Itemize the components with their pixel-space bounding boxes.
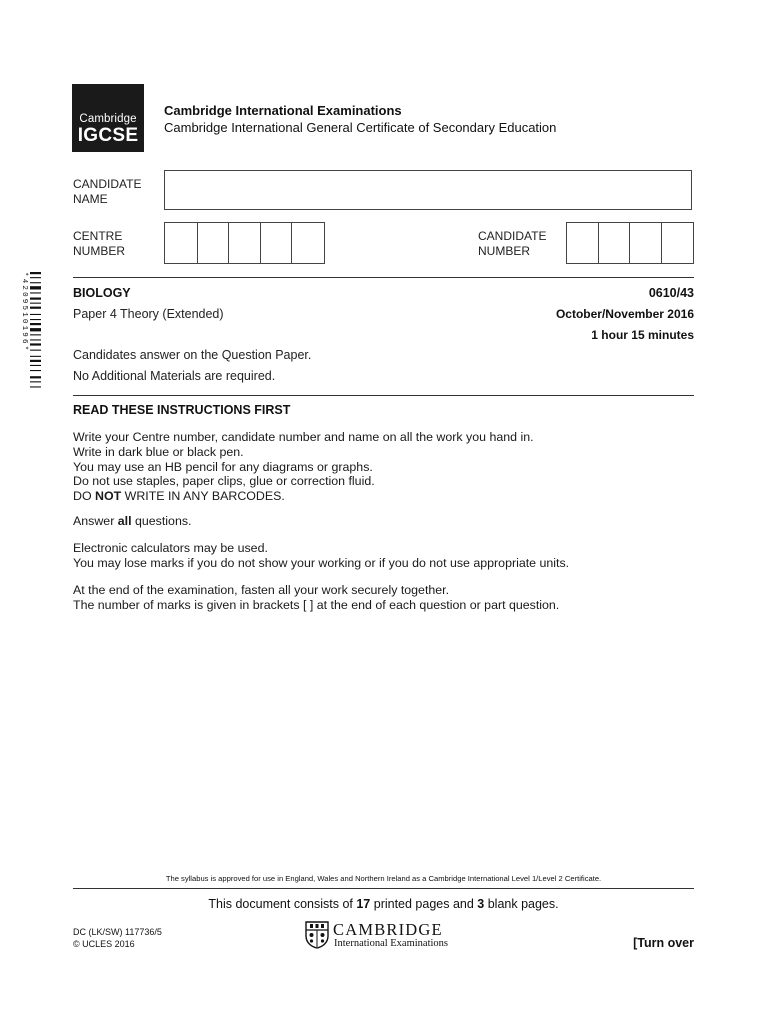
barcode-bar xyxy=(30,328,41,331)
barcode-bar xyxy=(30,360,41,362)
instruction-emphasis: NOT xyxy=(95,489,122,504)
candidate-name-label xyxy=(73,177,141,207)
exam-session: October/November 2016 xyxy=(555,307,694,321)
centre-number-label-line2: NUMBER xyxy=(73,244,126,258)
barcode-bar xyxy=(30,343,41,345)
page-count-text: printed pages and xyxy=(370,897,478,911)
barcode xyxy=(30,272,41,410)
centre-number-label-line1: CENTRE xyxy=(73,229,123,243)
org-subtitle: Cambridge International General Certificate of Secondary Education xyxy=(164,120,557,135)
instructions-paragraph-3 xyxy=(73,541,569,571)
cambridge-wordmark: CAMBRIDGE xyxy=(333,920,443,939)
candidate-name-field[interactable] xyxy=(164,170,692,210)
barcode-bar xyxy=(30,292,41,293)
instruction-text: DO xyxy=(73,489,96,504)
instruction-line: You may lose marks if you do not show your working or if you do not use appropriate units. xyxy=(73,555,570,570)
centre-number-box[interactable] xyxy=(229,223,261,263)
instruction-line: You may use an HB pencil for any diagrams or graphs. xyxy=(73,459,373,474)
centre-number-box[interactable] xyxy=(198,223,230,263)
paper-name: Paper 4 Theory (Extended) xyxy=(73,307,224,321)
instruction-line: The number of marks is given in brackets [ ] at the end of each question or part question. xyxy=(73,597,560,612)
instructions-paragraph-1 xyxy=(73,430,534,504)
candidate-number-label-line1: CANDIDATE xyxy=(478,229,547,243)
page-count-text: This document consists of xyxy=(208,897,357,911)
materials-line-2: No Additional Materials are required. xyxy=(73,369,276,383)
candidate-number-box[interactable] xyxy=(630,223,662,263)
barcode-bar xyxy=(30,370,41,371)
instruction-line-barcodes xyxy=(73,489,534,504)
barcode-bar xyxy=(30,303,41,304)
candidate-number-label xyxy=(478,229,546,259)
cambridge-igcse-logo xyxy=(72,84,144,152)
reference-code: DC (LK/SW) 117736/5 xyxy=(73,927,162,937)
barcode-bar xyxy=(30,319,41,320)
barcode-bar xyxy=(30,314,41,315)
barcode-bar xyxy=(30,272,41,274)
instructions-paragraph-2 xyxy=(73,514,191,529)
divider-footer xyxy=(73,888,694,889)
instruction-line: Do not use staples, paper clips, glue or correction fluid. xyxy=(73,474,375,489)
cambridge-subtitle: International Examinations xyxy=(334,938,449,949)
instructions-paragraph-4 xyxy=(73,583,559,613)
barcode-bar xyxy=(30,381,41,382)
divider-instructions xyxy=(73,395,694,396)
instruction-emphasis: all xyxy=(117,514,132,528)
divider-top xyxy=(73,277,694,278)
centre-number-box[interactable] xyxy=(261,223,293,263)
syllabus-note: The syllabus is approved for use in England, Wales and Northern Ireland as a Cambridge International Level 1/Level 2 Certificate. xyxy=(165,874,602,883)
instruction-line: Write in dark blue or black pen. xyxy=(73,444,244,459)
instructions-heading: READ THESE INSTRUCTIONS FIRST xyxy=(73,403,291,417)
barcode-bar xyxy=(30,286,41,289)
instruction-text: questions. xyxy=(131,514,192,528)
candidate-name-label-line2: NAME xyxy=(73,192,108,206)
cambridge-crest-icon xyxy=(305,921,329,949)
logo-line-cambridge: Cambridge xyxy=(79,113,137,125)
candidate-number-label-line2: NUMBER xyxy=(478,244,531,258)
paper-code: 0610/43 xyxy=(648,286,694,300)
page-count-text: blank pages. xyxy=(484,897,559,911)
barcode-digits: *4209510196* xyxy=(20,272,28,353)
barcode-bar xyxy=(30,282,41,283)
barcode-bar xyxy=(30,323,41,325)
barcode-number xyxy=(18,272,28,402)
barcode-bar xyxy=(30,298,41,300)
barcode-bar xyxy=(30,386,41,387)
subject: BIOLOGY xyxy=(73,286,131,300)
candidate-number-box[interactable] xyxy=(662,223,693,263)
logo-line-igcse: IGCSE xyxy=(77,125,139,146)
candidate-number-boxes[interactable] xyxy=(566,222,694,264)
candidate-number-box[interactable] xyxy=(567,223,599,263)
centre-number-boxes[interactable] xyxy=(164,222,325,264)
barcode-bar xyxy=(30,339,41,340)
printed-pages-count: 17 xyxy=(356,897,371,911)
instruction-line: Electronic calculators may be used. xyxy=(73,541,268,555)
barcode-bar xyxy=(30,334,41,335)
barcode-bar xyxy=(30,376,41,378)
barcode-bar xyxy=(30,350,41,351)
instruction-line: Write your Centre number, candidate number and name on all the work you hand in. xyxy=(73,430,534,444)
copyright: © UCLES 2016 xyxy=(73,939,135,949)
org-title: Cambridge International Examinations xyxy=(164,103,402,118)
centre-number-box[interactable] xyxy=(292,223,324,263)
document-reference xyxy=(73,926,162,950)
barcode-bar xyxy=(30,277,41,278)
barcode-bar xyxy=(30,356,41,357)
exam-duration: 1 hour 15 minutes xyxy=(591,328,694,342)
instruction-text: Answer xyxy=(73,514,118,528)
centre-number-label xyxy=(73,229,125,259)
barcode-bar xyxy=(30,365,41,366)
turn-over: [Turn over xyxy=(633,936,694,950)
instruction-line: At the end of the examination, fasten all your work securely together. xyxy=(73,583,450,597)
materials-line-1: Candidates answer on the Question Paper. xyxy=(73,348,312,362)
blank-pages-count: 3 xyxy=(477,897,485,911)
candidate-number-box[interactable] xyxy=(599,223,631,263)
centre-number-box[interactable] xyxy=(165,223,198,263)
barcode-bar xyxy=(30,307,41,309)
instruction-text: WRITE IN ANY BARCODES. xyxy=(121,489,285,504)
candidate-name-label-line1: CANDIDATE xyxy=(73,177,142,191)
page-count xyxy=(73,897,694,911)
